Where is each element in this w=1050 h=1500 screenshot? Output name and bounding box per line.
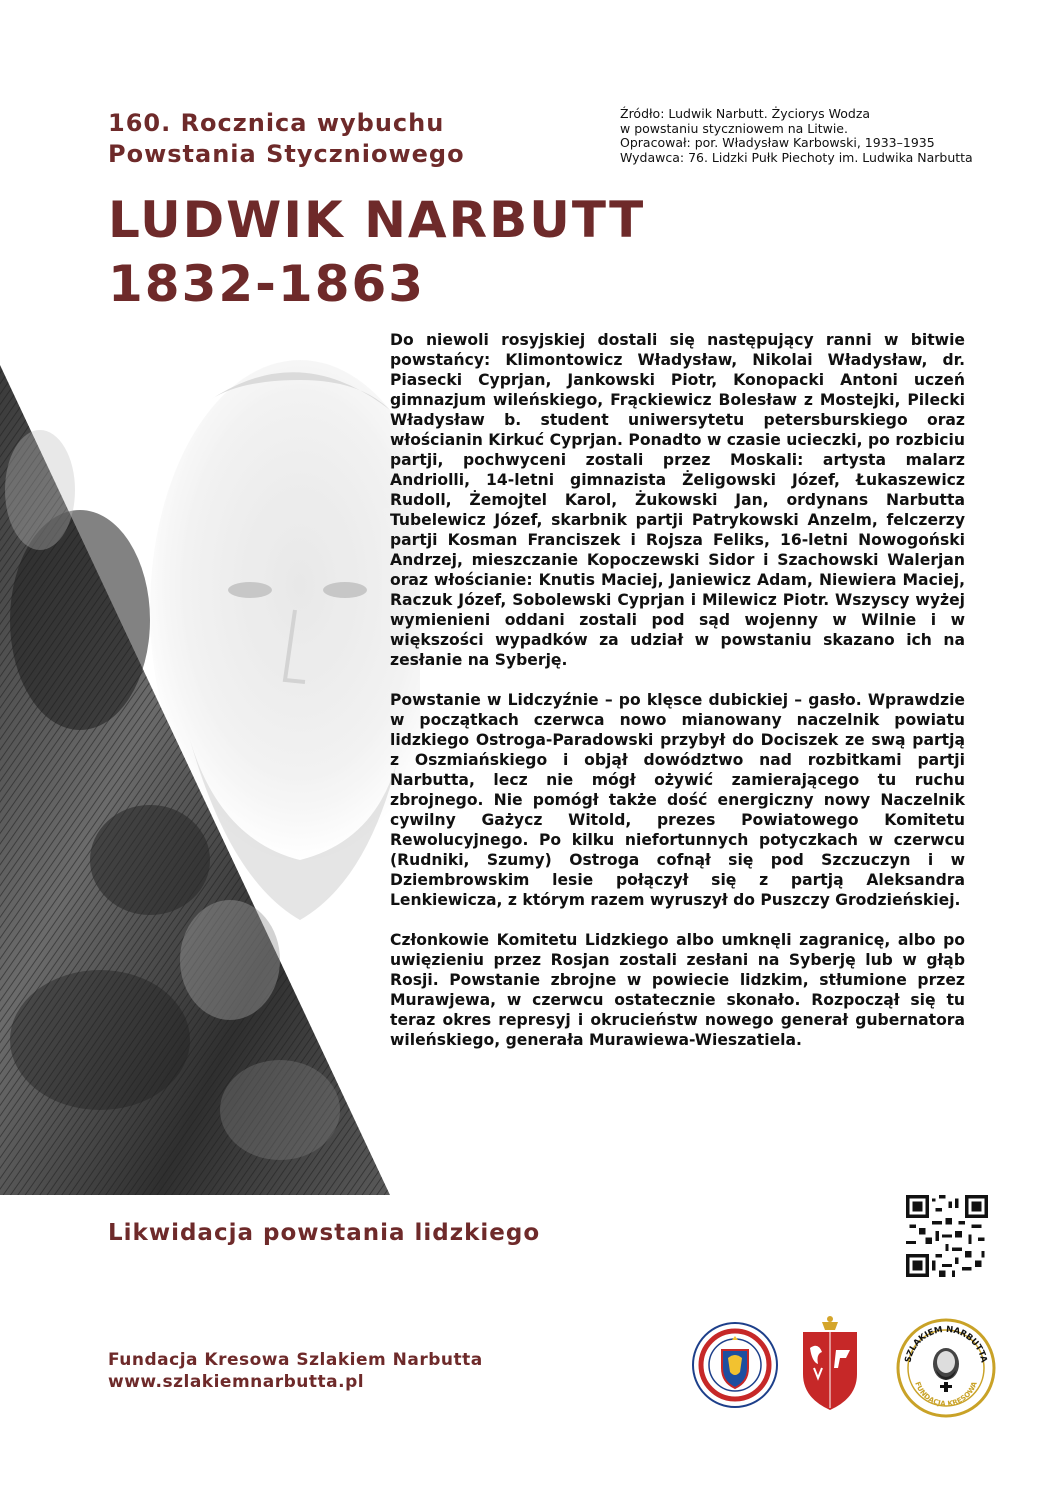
footer [108,1349,608,1393]
coat-of-arms-logo [800,1316,860,1412]
paragraph-1: Do niewoli rosyjskiej dostali się następujący ranni w bitwie powstańcy: Klimontowicz Władysław, Nikolai Władysław, dr. Piasecki Cyprjan, Jankowski Piotr, Konopacki Antoni uczeń gimnazjum wileńskiego, Frąckiewicz Bolesław z Mostejki, Pilecki Władysław b. student uniwersytetu petersburskiego oraz włościanin Kirkuć Cyprjan. Ponadto w czasie ucieczki, po rozbiciu partji, pochwyceni zostali przez Moskali: artysta malarz Andriolli, 14-letni gimnazista Żeligowski Józef, Łukaszewicz Rudoll, Żemojtel Karol, Żukowski Jan, ordynans Narbutta Tubelewicz Józef, skarbnik partji Patrykowski Anzelm, felczerzy partji Kosman Franciszek i Rojsza Feliks, 16-letni Nowogoński Andrzej, mieszczanie Kopoczewski Sidor i Szachowski Walerjan oraz włościanie: Knutis Maciej, Janiewicz Adam, Niewiera Maciej, Raczuk Józef, Sobolewski Cyprjan i Milewicz Piotr. Wszyscy wyżej wymienieni oddani zostali pod sąd wojenny w Wilnie i w większości wypadków za udział w powstaniu skazano ich na zesłanie na Syberję. [390,331,965,669]
paragraph-3: Członkowie Komitetu Lidzkiego albo umknęli zagranicę, albo po uwięzieniu przez Rosjan zostali zesłani na Syberję lub w głąb Rosji. Powstanie zbrojne w powiecie lidzkim, stłumione przez Murawjewa, w czerwcu ostatecznie skonało. Rozpoczął się tu teraz okres represyj i okrucieństw nowego generał gubernatora wileńskiego, generała Murawiewa-Wieszatiela. [390,931,965,1049]
section-subtitle: Likwidacja powstania lidzkiego [108,1220,541,1246]
anniversary-heading [108,108,528,170]
page-title [108,188,668,316]
society-emblem-logo [692,1322,778,1408]
footer-website[interactable]: www.szlakiemnarbutta.pl [108,1372,365,1392]
szlakiem-narbutta-badge [896,1318,996,1418]
title-name: LUDWIK NARBUTT [108,191,646,249]
source-note [620,107,1030,165]
source-line-3: Opracował: por. Władysław Karbowski, 1933–1935 [620,135,935,150]
article-body [390,330,965,1070]
portrait-illustration [0,320,420,1200]
source-line-1: Źródło: Ludwik Narbutt. Życiorys Wodza [620,106,871,121]
title-years: 1832-1863 [108,255,426,313]
anniversary-line-2: Powstania Styczniowego [108,140,465,168]
anniversary-line-1: 160. Rocznica wybuchu [108,109,445,137]
footer-organization: Fundacja Kresowa Szlakiem Narbutta [108,1350,483,1370]
badge-bottom-text: FUNDACJA KRESOWA [913,1380,979,1409]
paragraph-2: Powstanie w Lidczyźnie – po klęsce dubickiej – gasło. Wprawdzie w początkach czerwca nowo mianowany naczelnik powiatu lidzkiego Ostroga-Paradowski przybył do Dociszek ze swą partją z Oszmiańskiego i objął dowództwo nad rozbitkami partji Narbutta, lecz nie mógł ożywić zamierającego tu ruchu zbrojnego. Nie pomógł także dość energiczny nowy Naczelnik cywilny Gażycz Witold, prezes Powiatowego Komitetu Rewolucyjnego. Po kilku niefortunnych potyczkach w czerwcu (Rudniki, Szumy) Ostroga cofnął się pod Szczuczyn i w Dziembrowskim lesie połączył się z partją Aleksandra Lenkiewicza, z którym razem wyruszył do Puszczy Grodzieńskiej. [390,691,965,909]
source-line-2: w powstaniu styczniowem na Litwie. [620,120,848,136]
qr-code[interactable] [906,1195,988,1277]
badge-top-text: SZLAKIEM NARBUTTA [903,1324,989,1364]
source-line-4: Wydawca: 76. Lidzki Pułk Piechoty im. Ludwika Narbutta [620,149,973,165]
